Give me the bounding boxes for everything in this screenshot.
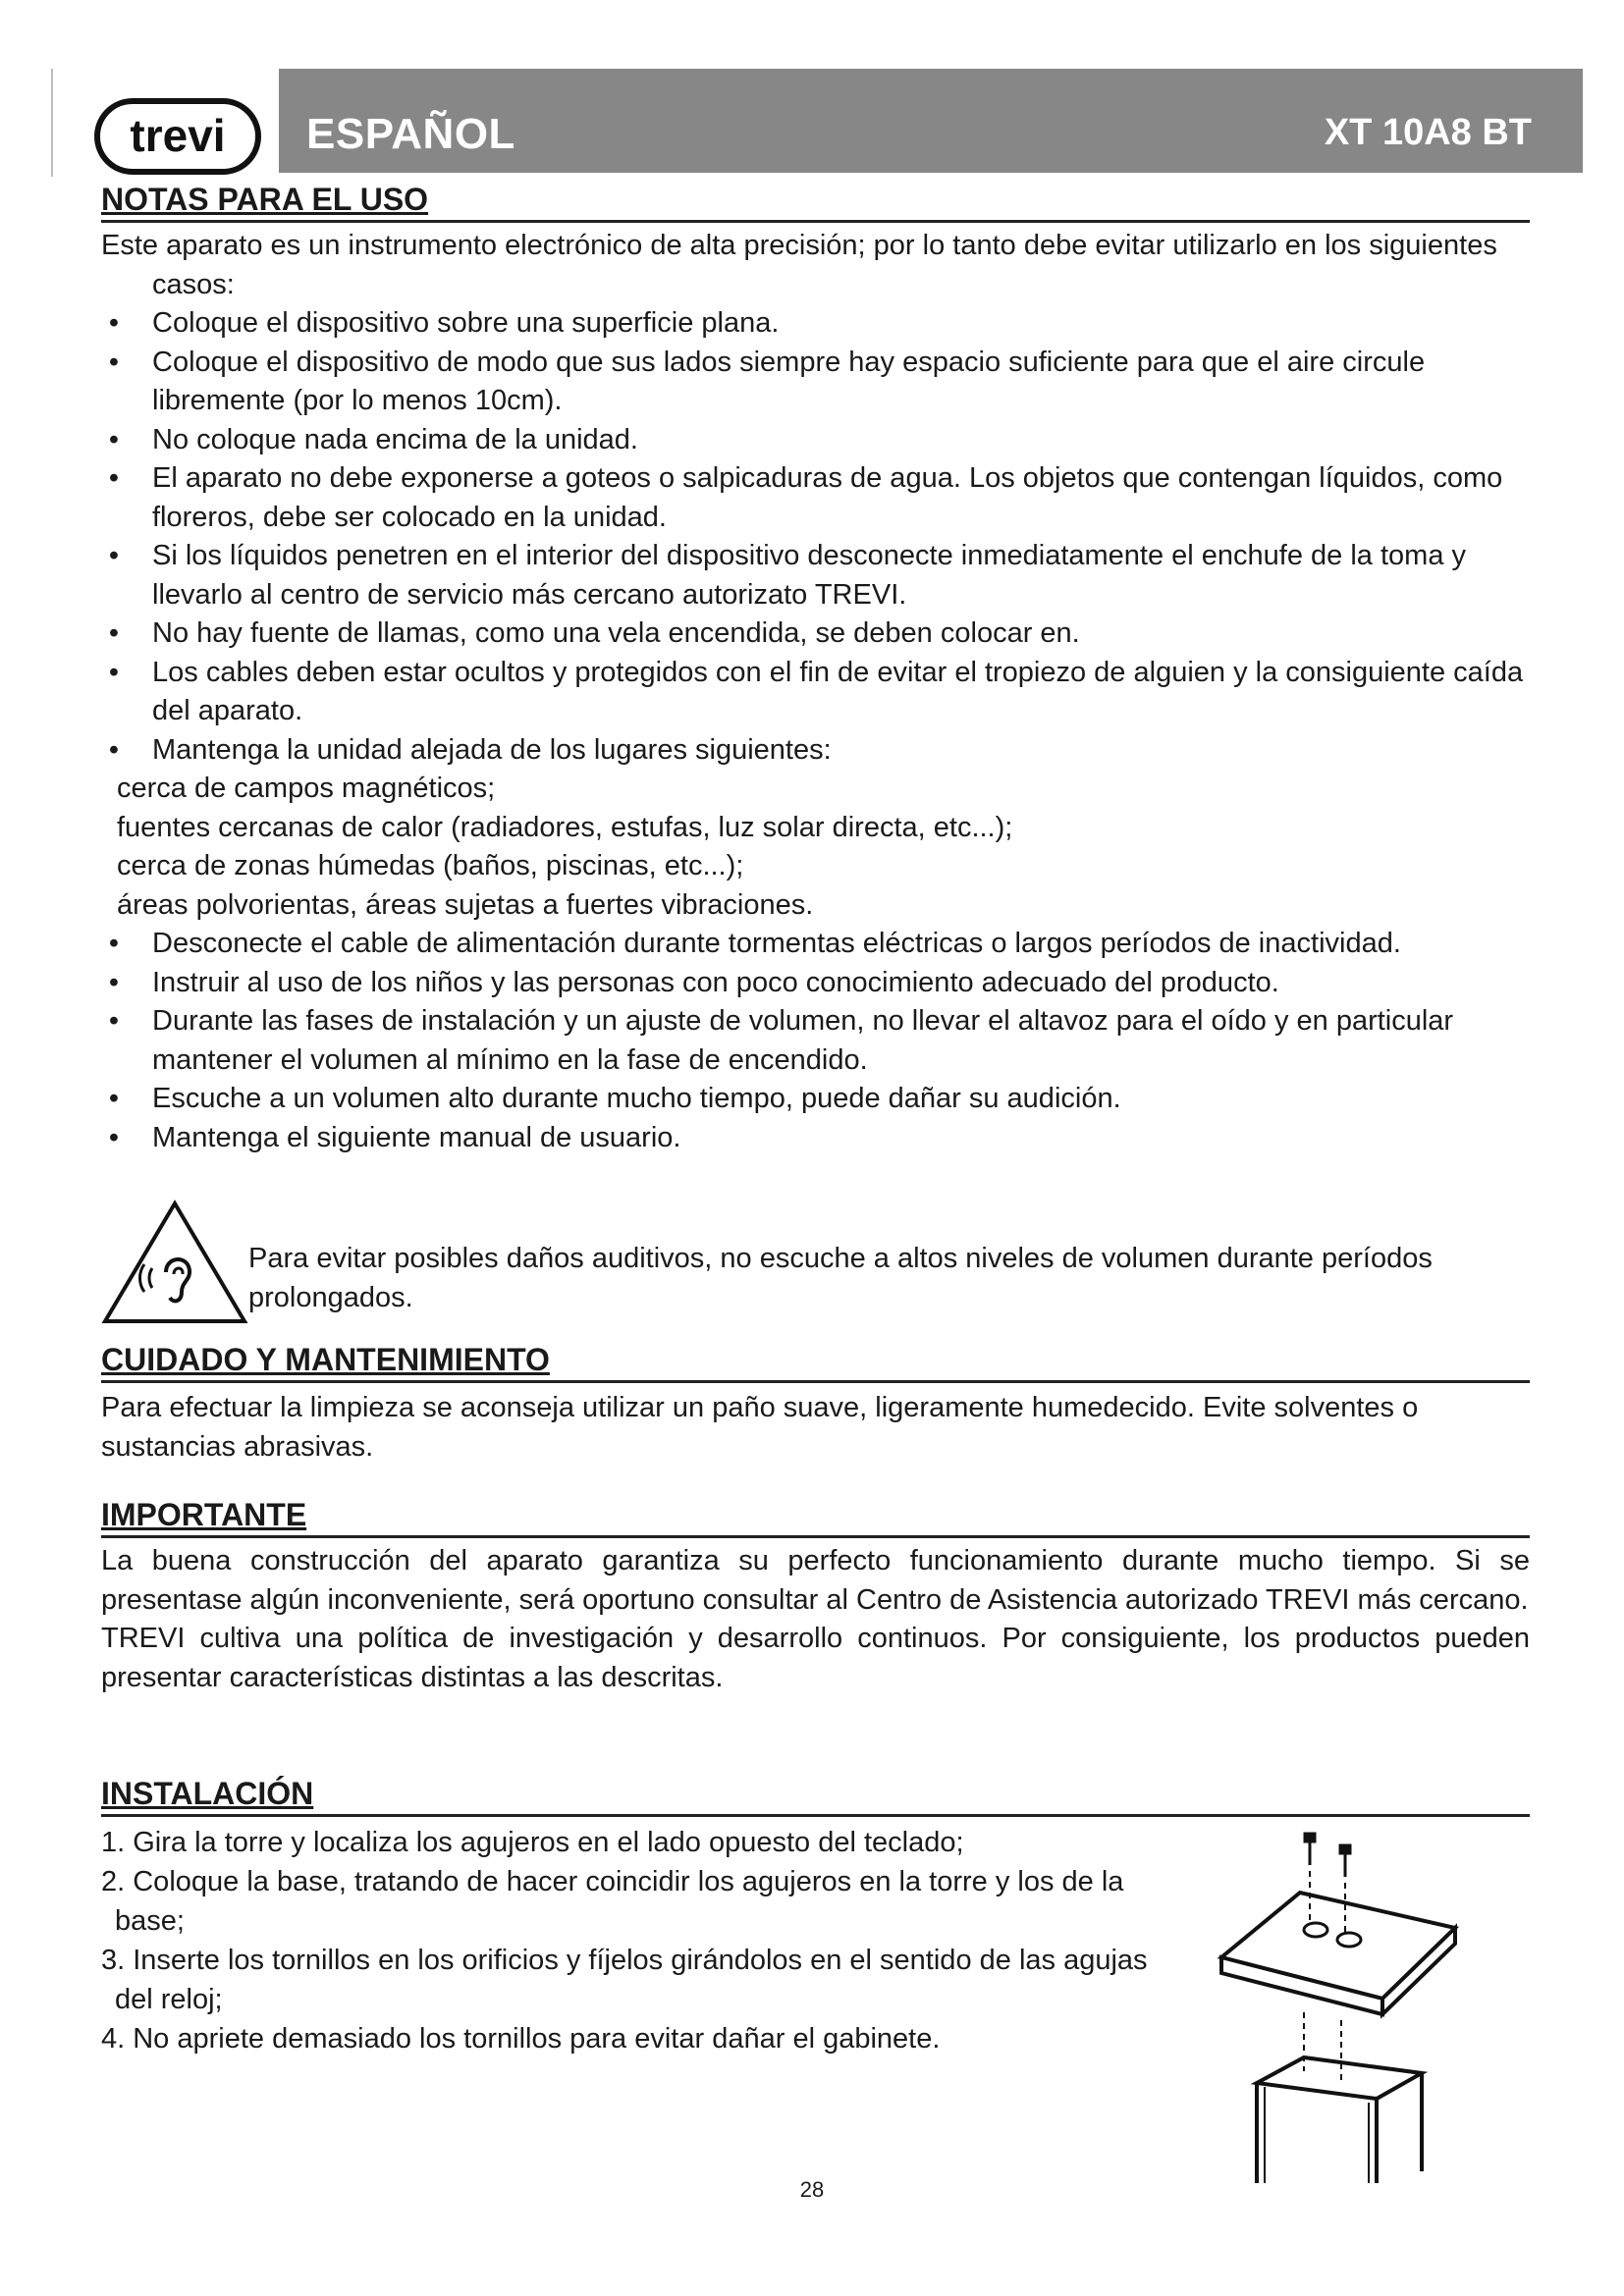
section-cuidado (101, 1341, 1530, 1467)
margin-rule (51, 69, 53, 177)
section-notas (101, 181, 1530, 1157)
care-paragraph: Para efectuar la limpieza se aconseja utilizar un paño suave, ligeramente humedecido. Evite solventes o sustancias abrasivas. (101, 1392, 1419, 1463)
model-label: XT 10A8 BT (1324, 112, 1532, 153)
list-item: • Coloque el dispositivo de modo que sus lados siempre hay espacio suficiente para que el aire circule libremente (por lo menos 10cm). (108, 346, 1426, 416)
location-item: cerca de zonas húmedas (baños, piscinas, etc...); (117, 850, 744, 881)
step-item: 4. No apriete demasiado los tornillos para evitar dañar el gabinete. (101, 2023, 941, 2055)
section-title: CUIDADO Y MANTENIMIENTO (101, 1341, 1530, 1383)
list-item: • Instruir al uso de los niños y las personas con poco conocimiento adecuado del producto. (108, 966, 1279, 998)
section-title: NOTAS PARA EL USO (101, 181, 1530, 223)
svg-text:trevi: trevi (130, 110, 226, 161)
location-item: áreas polvorientas, áreas sujetas a fuertes vibraciones. (117, 888, 814, 921)
step-item: 2. Coloque la base, tratando de hacer coincidir los agujeros en la torre y los de la base; (101, 1866, 1124, 1937)
list-item: • Mantenga la unidad alejada de los lugares siguientes: (108, 733, 832, 766)
usage-list-2 (101, 925, 1530, 1157)
base-plate (1221, 1893, 1455, 2014)
location-item: fuentes cercanas de calor (radiadores, estufas, luz solar directa, etc...); (117, 811, 1013, 843)
installation-diagram (1206, 1826, 1500, 2189)
list-item: • El aparato no debe exponerse a goteos o salpicaduras de agua. Los objetos que contengan líquidos, como floreros, debe ser colocado en la unidad. (108, 462, 1503, 533)
language-label: ESPAÑOL (306, 110, 515, 158)
important-paragraph: La buena construcción del aparato garantiza su perfecto funcionamiento durante mucho tiempo. Si se presentase algún inconveniente, será oportuno consultar al Centro de Asistencia autorizado TREVI más cercano. (101, 1545, 1530, 1616)
tower (1257, 2057, 1422, 2183)
list-item: • Coloque el dispositivo sobre una superficie plana. (108, 307, 780, 339)
list-item: • Escuche a un volumen alto durante mucho tiempo, puede dañar su audición. (108, 1083, 1121, 1114)
list-item: • Si los líquidos penetren en el interior del dispositivo desconecte inmediatamente el enchufe de la toma y llevarlo al centro de servicio más cercano autorizato TREVI. (108, 540, 1467, 611)
list-item: • Durante las fases de instalación y un ajuste de volumen, no llevar el altavoz para el oído y en particular mantener el volumen al mínimo en la fase de encendido. (108, 1005, 1454, 1076)
intro-paragraph: Este aparato es un instrumento electrónico de alta precisión; por lo tanto debe evitar utilizarlo en los siguientes casos: (101, 230, 1497, 300)
hearing-warning (101, 1200, 1530, 1327)
trevi-logo (94, 98, 261, 175)
install-steps (101, 1823, 1171, 2058)
section-importante (101, 1496, 1530, 1697)
usage-list (101, 304, 1530, 770)
list-item: • Desconecte el cable de alimentación durante tormentas eléctricas o largos períodos de inactividad. (108, 928, 1401, 959)
list-item: • No coloque nada encima de la unidad. (108, 423, 638, 455)
list-item: • No hay fuente de llamas, como una vela encendida, se deben colocar en. (108, 617, 1080, 649)
header-banner (279, 69, 1583, 173)
important-paragraph: TREVI cultiva una política de investigación y desarrollo continuos. Por consiguiente, los productos pueden presentar características distintas a las descritas. (101, 1623, 1530, 1693)
list-item: • Los cables deben estar ocultos y protegidos con el fin de evitar el tropiezo de alguien y la consiguiente caída del aparato. (108, 656, 1524, 726)
hearing-warning-icon (101, 1200, 248, 1327)
section-title: IMPORTANTE (101, 1496, 1530, 1538)
step-item: 3. Inserte los tornillos en los orificios y fíjelos girándolos en el sentido de las agujas del reloj; (101, 1945, 1148, 2015)
list-item: • Mantenga el siguiente manual de usuario. (108, 1121, 681, 1153)
screw-icon (1305, 1834, 1350, 1877)
warning-text: Para evitar posibles daños auditivos, no escuche a altos niveles de volumen durante períodos prolongados. (248, 1243, 1433, 1313)
location-item: cerca de campos magnéticos; (117, 773, 496, 804)
page-number: 28 (799, 2177, 825, 2202)
step-item: 1. Gira la torre y localiza los agujeros en el lado opuesto del teclado; (101, 1827, 964, 1858)
section-title: INSTALACIÓN (101, 1775, 1530, 1817)
